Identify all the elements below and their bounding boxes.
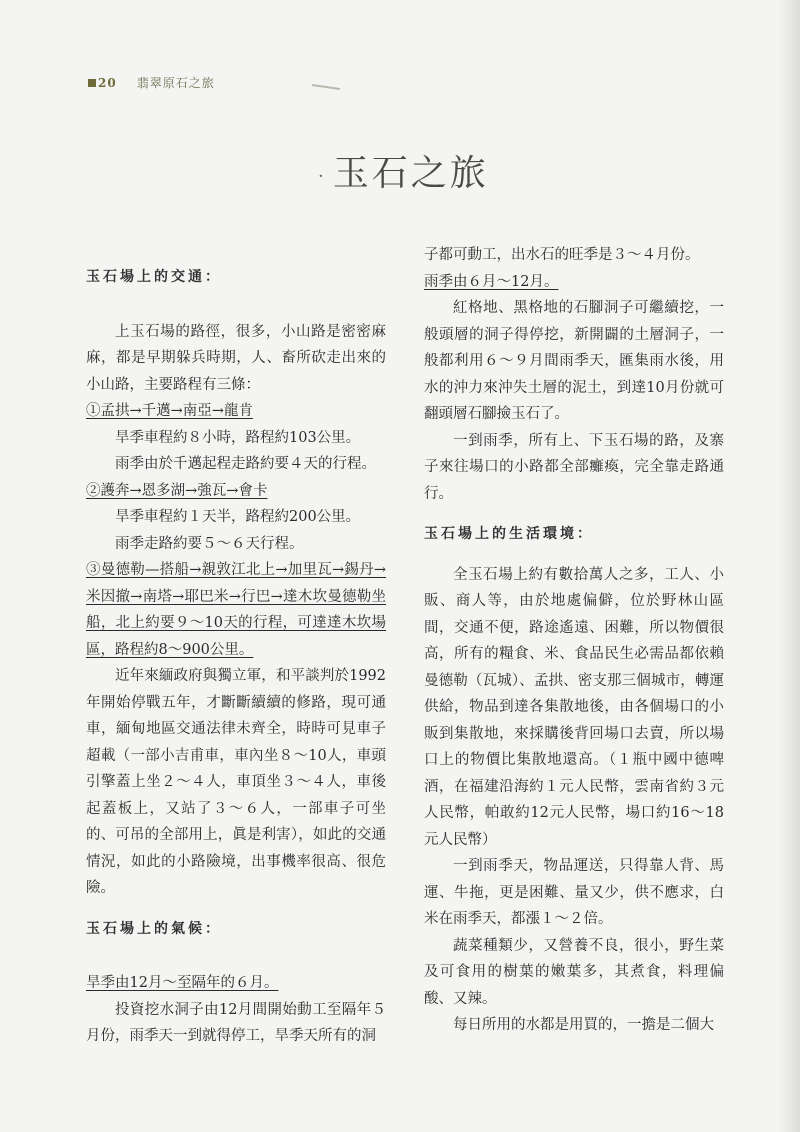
paragraph: 蔬菜種類少，又營養不良，很小，野生菜及可食用的樹葉的嫩葉多，其煮食，料理偏酸、又辣。 — [424, 937, 724, 1007]
paragraph: 投資挖水洞子由12月間開始動工至隔年５月份，雨季天一到就得停工，旱季天所有的洞 — [86, 1001, 386, 1044]
section-heading-climate: 玉石場上的氣候： — [86, 920, 222, 937]
book-title: 翡翠原石之旅 — [136, 76, 215, 90]
rain-season-line: 雨季由６月～12月。 — [424, 273, 559, 290]
paragraph-continued: 子都可動工，出水石的旺季是３～４月份。 — [424, 247, 700, 263]
square-bullet-icon — [88, 79, 96, 87]
paragraph: 全玉石場上約有數拾萬人之多，工人、小販、商人等，由於地處偏僻，位於野林山區間，交通不便，路途遙遠、困難，所以物價很高，所有的糧食、米、食品民生必需品都依賴曼德勒（瓦城）、孟拱、密支那三個城市，轉運供給，物品到達各集散地後，由各個場口的小販到集散地，來採購後背回場口去賣，所以場口上的物價比集散地還高。（１瓶中國中德啤酒，在福建沿海約１元人民幣，雲南省約３元人民幣，帕敢約12元人民幣，場口約16～18元人民幣） — [424, 566, 724, 848]
route-1-dry: 旱季車程約８小時，路程約103公里。 — [115, 429, 361, 446]
running-header — [88, 74, 215, 91]
scan-smudge — [312, 84, 340, 90]
chapter-title-text: 玉石之旅 — [332, 153, 489, 194]
left-column — [86, 264, 386, 1050]
route-3: ③曼德勒—搭船→親敦江北上→加里瓦→錫丹→米因撤→南塔→耶巴米→行巴→達木坎曼德勒坐船，北上約要９～10天的行程，可達達木坎場區，路程約8～900公里。 — [86, 562, 386, 658]
paragraph: 紅格地、黑格地的石腳洞子可繼續挖，一般頭層的洞子得停挖，新開闢的土層洞子，一般都利用６～９月間雨季天，匯集雨水後，用水的沖力來沖失土層的泥土，到達10月份就可翻頭層石腳撿玉石了。 — [424, 300, 724, 422]
page-edge-shadow — [778, 0, 800, 1132]
title-dot: · — [318, 165, 327, 187]
paragraph: 一到雨季，所有上、下玉石場的路，及寨子來往場口的小路都全部癱瘓，完全靠走路通行。 — [424, 432, 724, 502]
section-heading-living: 玉石場上的生活環境： — [424, 526, 594, 542]
route-1: ①孟拱→千邁→南亞→龍肯 — [86, 403, 253, 419]
section-heading-transport: 玉石場上的交通： — [86, 269, 222, 285]
paragraph: 每日所用的水都是用買的，一擔是二個大 — [453, 1017, 714, 1033]
page-number: 20 — [88, 76, 117, 90]
paragraph: 上玉石場的路徑，很多，小山路是密密麻麻，都是早期躲兵時期，人、畜所砍走出來的小山路，主要路程有三條： — [86, 323, 386, 393]
paragraph: 近年來緬政府與獨立軍，和平談判於1992年開始停戰五年，才斷斷續續的修路，現可通車，緬甸地區交通法律未齊全，時時可見車子超載（一部小吉甫車，車內坐８～10人，車頭引擎蓋上坐２～４人，車頂坐３～４人，車後起蓋板上，又站了３～６人，一部車子可坐的、可吊的全部用上，眞是利害），如此的交通情況，如此的小路險境，出事機率很高、很危險。 — [86, 668, 386, 896]
dry-season-line: 旱季由12月～至隔年的６月。 — [86, 975, 279, 991]
route-2-dry: 旱季車程約１天半，路程約200公里。 — [115, 509, 361, 525]
route-2-rain: 雨季走路約要５～６天行程。 — [115, 535, 304, 552]
right-column — [424, 242, 724, 1039]
route-2: ②護奔→恩多湖→強瓦→會卡 — [86, 482, 268, 499]
paragraph: 一到雨季天，物品運送，只得靠人背、馬運、牛拖，更是困難、量又少，供不應求，白米在雨季天，都漲１～２倍。 — [424, 858, 724, 927]
route-1-rain: 雨季由於千邁起程走路約要４天的行程。 — [115, 456, 376, 472]
chapter-title — [318, 145, 489, 196]
